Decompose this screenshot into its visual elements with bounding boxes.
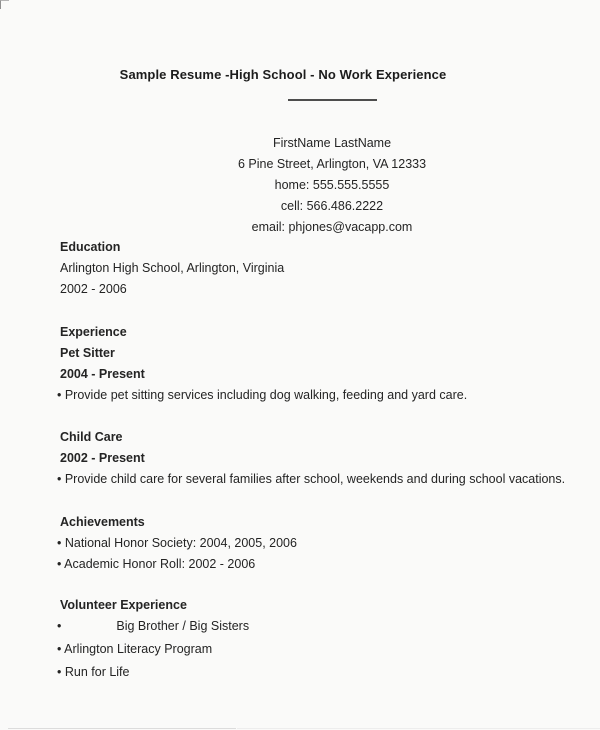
- job-title: Pet Sitter: [60, 346, 115, 360]
- page-bottom-edge-artifact: [237, 728, 600, 729]
- contact-name: FirstName LastName: [272, 136, 392, 150]
- volunteer-item-label: Big Brother / Big Sisters: [116, 619, 250, 633]
- volunteer-item-label: Arlington Literacy Program: [64, 642, 213, 656]
- contact-email: email: phjones@vacapp.com: [251, 220, 413, 234]
- volunteer-item: [57, 639, 580, 660]
- bullet-glyph: •: [57, 665, 65, 679]
- achievement-item: • National Honor Society: 2004, 2005, 2006: [57, 536, 297, 550]
- section-volunteer: [57, 595, 580, 683]
- document-title: Sample Resume -High School - No Work Experience: [119, 67, 447, 82]
- contact-cell-phone: cell: 566.486.2222: [280, 199, 384, 213]
- contact-block: [64, 133, 600, 238]
- section-experience: [57, 322, 580, 406]
- contact-address: 6 Pine Street, Arlington, VA 12333: [237, 157, 427, 171]
- education-heading: Education: [60, 240, 121, 254]
- page-bottom-edge-artifact: [8, 728, 236, 729]
- job-bullet: • Provide child care for several families after school, weekends and during school vacations.: [57, 472, 566, 486]
- bullet-glyph: •: [57, 642, 65, 656]
- job-dates: 2004 - Present: [60, 367, 145, 381]
- volunteer-heading: Volunteer Experience: [60, 598, 187, 612]
- page-corner-artifact: [0, 0, 9, 9]
- title-underline-rule: [288, 99, 377, 101]
- job-dates: 2002 - Present: [60, 451, 145, 465]
- volunteer-item: [57, 616, 580, 637]
- bullet-glyph: •: [57, 619, 62, 633]
- volunteer-item-label: Run for Life: [64, 665, 130, 679]
- experience-heading: Experience: [60, 325, 127, 339]
- job-title: Child Care: [60, 430, 123, 444]
- education-school: Arlington High School, Arlington, Virginia: [60, 261, 285, 275]
- job-bullet: • Provide pet sitting services including dog walking, feeding and yard care.: [57, 388, 468, 402]
- contact-home-phone: home: 555.555.5555: [274, 178, 390, 192]
- section-achievements: [57, 512, 580, 575]
- education-dates: 2002 - 2006: [60, 282, 127, 296]
- volunteer-item: [57, 662, 580, 683]
- section-education: [60, 237, 580, 300]
- achievements-heading: Achievements: [60, 515, 145, 529]
- achievement-item: • Academic Honor Roll: 2002 - 2006: [57, 557, 256, 571]
- section-experience-childcare: [57, 427, 580, 490]
